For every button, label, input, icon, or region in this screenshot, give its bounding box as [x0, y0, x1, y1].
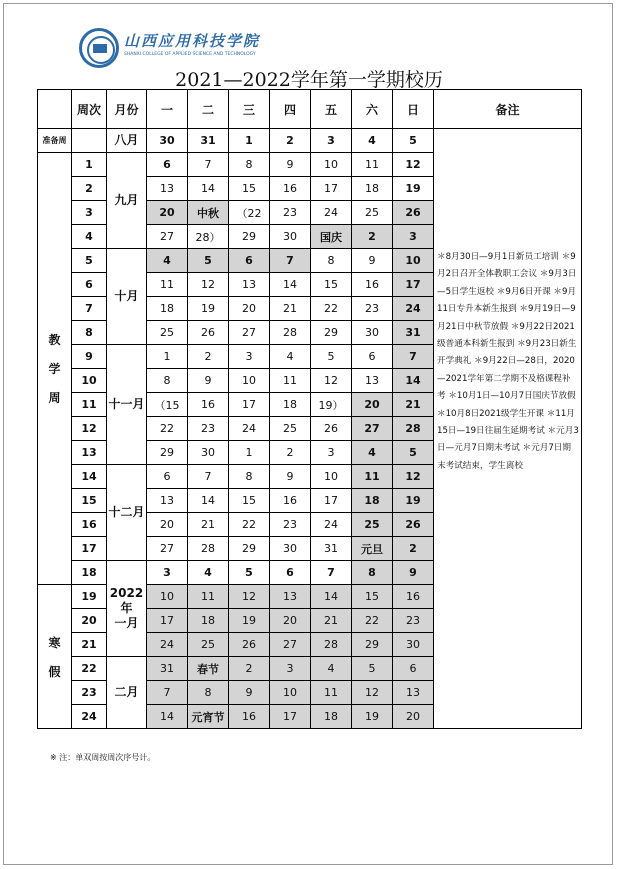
day-cell: 春节 — [188, 657, 229, 681]
group-label-winter — [38, 585, 72, 729]
week-number: 22 — [72, 657, 107, 681]
day-cell: 25 — [147, 321, 188, 345]
week-number: 11 — [72, 393, 107, 417]
day-cell: （15 — [147, 393, 188, 417]
day-cell: 10 — [393, 249, 434, 273]
month-dec: 十二月 — [107, 465, 147, 561]
day-cell: 7 — [188, 465, 229, 489]
day-cell: 16 — [188, 393, 229, 417]
day-cell: 15 — [352, 585, 393, 609]
day-cell: 13 — [147, 177, 188, 201]
day-cell: 3 — [147, 561, 188, 585]
header-wed: 三 — [229, 90, 270, 129]
day-cell: 14 — [188, 489, 229, 513]
day-cell: 16 — [270, 177, 311, 201]
day-cell: 10 — [311, 465, 352, 489]
header-thu: 四 — [270, 90, 311, 129]
month-aug: 八月 — [107, 129, 147, 153]
school-logo-icon — [79, 28, 119, 68]
week-number: 18 — [72, 561, 107, 585]
week-number: 2 — [72, 177, 107, 201]
day-cell: 13 — [270, 585, 311, 609]
day-cell: 9 — [188, 369, 229, 393]
day-cell: 9 — [393, 561, 434, 585]
day-cell: 4 — [352, 441, 393, 465]
day-cell: 20 — [393, 705, 434, 729]
day-cell: 7 — [311, 561, 352, 585]
day-cell: 22 — [229, 513, 270, 537]
day-cell: 11 — [311, 681, 352, 705]
day-cell: 28 — [311, 633, 352, 657]
group-label-char: 周 — [48, 391, 61, 405]
day-cell: 30 — [352, 321, 393, 345]
day-cell: 16 — [393, 585, 434, 609]
day-cell: 20 — [352, 393, 393, 417]
week-number: 17 — [72, 537, 107, 561]
week-number: 6 — [72, 273, 107, 297]
day-cell: 3 — [311, 129, 352, 153]
day-cell: 27 — [147, 537, 188, 561]
day-cell: 中秋 — [188, 201, 229, 225]
header-sun: 日 — [393, 90, 434, 129]
day-cell: 12 — [352, 681, 393, 705]
day-cell: 25 — [352, 513, 393, 537]
day-cell: 6 — [147, 465, 188, 489]
day-cell: 9 — [270, 153, 311, 177]
day-cell: 24 — [147, 633, 188, 657]
day-cell: 13 — [352, 369, 393, 393]
day-cell: 19 — [229, 609, 270, 633]
day-cell: 18 — [352, 177, 393, 201]
day-cell: 6 — [270, 561, 311, 585]
day-cell: 12 — [229, 585, 270, 609]
day-cell: 5 — [393, 441, 434, 465]
day-cell: 17 — [311, 177, 352, 201]
day-cell: 30 — [393, 633, 434, 657]
day-cell: 23 — [188, 417, 229, 441]
day-cell: 14 — [270, 273, 311, 297]
day-cell: 30 — [147, 129, 188, 153]
day-cell: 21 — [393, 393, 434, 417]
footnote: ※ 注：单双周按周次序号计。 — [50, 753, 156, 762]
day-cell: 5 — [393, 129, 434, 153]
day-cell: 29 — [147, 441, 188, 465]
day-cell: 24 — [311, 201, 352, 225]
day-cell: 25 — [270, 417, 311, 441]
day-cell: 21 — [311, 609, 352, 633]
day-cell: 22 — [147, 417, 188, 441]
group-label-prep: 准备周 — [38, 129, 72, 153]
day-cell: 14 — [393, 369, 434, 393]
day-cell: 24 — [229, 417, 270, 441]
week-number: 14 — [72, 465, 107, 489]
day-cell: 6 — [147, 153, 188, 177]
day-cell: 4 — [311, 657, 352, 681]
remarks-cell: ＊8月30日—9月1日新员工培训 ＊9月2日召开全体教职工会议 ＊9月3日—5日学生返校 ＊9月6日开课 ＊9月11日专升本新生报到 ＊9月19日—9月21日中秋节放假 ＊9月22日2021级普通本科新生报到 ＊9月23日新生开学典礼 ＊9月22日—28日，2020—2021学年第二学期不及格课程补考 ＊10月1日—10月7日国庆节放假 ＊10月8日2021级学生开课 ＊11月15日—19日往届生延期考试 ＊元月3日—元月7日期末考试 ＊元月7日期末考试结束，学生离校 — [434, 129, 582, 729]
header-month: 月份 — [107, 90, 147, 129]
day-cell: 1 — [147, 345, 188, 369]
day-cell: 19） — [311, 393, 352, 417]
month-jan-part: 年 — [120, 601, 133, 615]
day-cell: 17 — [147, 609, 188, 633]
day-cell: 12 — [393, 153, 434, 177]
day-cell: 7 — [188, 153, 229, 177]
week-number — [72, 129, 107, 153]
day-cell: 15 — [311, 273, 352, 297]
day-cell: 21 — [188, 513, 229, 537]
day-cell: 24 — [393, 297, 434, 321]
day-cell: 5 — [229, 561, 270, 585]
day-cell: 19 — [188, 297, 229, 321]
day-cell: 4 — [270, 345, 311, 369]
header-fri: 五 — [311, 90, 352, 129]
header-remarks: 备注 — [434, 90, 582, 129]
day-cell: 27 — [229, 321, 270, 345]
day-cell: 28） — [188, 225, 229, 249]
day-cell: 6 — [229, 249, 270, 273]
day-cell: 28 — [393, 417, 434, 441]
week-number: 13 — [72, 441, 107, 465]
day-cell: 22 — [311, 297, 352, 321]
day-cell: 24 — [311, 513, 352, 537]
week-number: 1 — [72, 153, 107, 177]
week-number: 3 — [72, 201, 107, 225]
day-cell: 20 — [270, 609, 311, 633]
group-label-char: 假 — [48, 664, 61, 679]
day-cell: （22 — [229, 201, 270, 225]
day-cell: 6 — [352, 345, 393, 369]
day-cell: 18 — [352, 489, 393, 513]
day-cell: 20 — [147, 201, 188, 225]
day-cell: 18 — [147, 297, 188, 321]
day-cell: 1 — [229, 129, 270, 153]
day-cell: 2 — [352, 225, 393, 249]
day-cell: 14 — [147, 705, 188, 729]
day-cell: 11 — [352, 465, 393, 489]
day-cell: 25 — [188, 633, 229, 657]
week-number: 4 — [72, 225, 107, 249]
day-cell: 29 — [311, 321, 352, 345]
day-cell: 23 — [352, 297, 393, 321]
table-row — [38, 129, 582, 153]
month-feb: 二月 — [107, 657, 147, 729]
day-cell: 26 — [188, 321, 229, 345]
day-cell: 26 — [393, 513, 434, 537]
calendar-table — [37, 89, 582, 729]
day-cell: 5 — [311, 345, 352, 369]
day-cell: 国庆 — [311, 225, 352, 249]
day-cell: 17 — [229, 393, 270, 417]
day-cell: 10 — [147, 585, 188, 609]
day-cell: 26 — [393, 201, 434, 225]
day-cell: 30 — [270, 537, 311, 561]
day-cell: 23 — [393, 609, 434, 633]
day-cell: 11 — [270, 369, 311, 393]
week-number: 15 — [72, 489, 107, 513]
week-number: 7 — [72, 297, 107, 321]
day-cell: 6 — [393, 657, 434, 681]
day-cell: 26 — [229, 633, 270, 657]
day-cell: 31 — [311, 537, 352, 561]
day-cell: 2 — [188, 345, 229, 369]
day-cell: 29 — [229, 225, 270, 249]
day-cell: 31 — [188, 129, 229, 153]
month-jan-part: 一月 — [114, 616, 139, 630]
day-cell: 11 — [147, 273, 188, 297]
day-cell: 4 — [352, 129, 393, 153]
day-cell: 12 — [188, 273, 229, 297]
day-cell: 7 — [147, 681, 188, 705]
day-cell: 7 — [393, 345, 434, 369]
day-cell: 22 — [352, 609, 393, 633]
school-name-en: SHANXI COLLEGE OF APPLIED SCIENCE AND TECHNOLOGY — [124, 52, 256, 57]
week-number: 10 — [72, 369, 107, 393]
day-cell: 13 — [393, 681, 434, 705]
month-jan-part: 2022 — [109, 586, 144, 600]
day-cell: 27 — [352, 417, 393, 441]
day-cell: 3 — [270, 657, 311, 681]
week-number: 23 — [72, 681, 107, 705]
day-cell: 29 — [229, 537, 270, 561]
day-cell: 27 — [147, 225, 188, 249]
week-number: 16 — [72, 513, 107, 537]
day-cell: 31 — [393, 321, 434, 345]
week-number: 19 — [72, 585, 107, 609]
day-cell: 17 — [270, 705, 311, 729]
day-cell: 元旦 — [352, 537, 393, 561]
week-number: 21 — [72, 633, 107, 657]
day-cell: 9 — [270, 465, 311, 489]
day-cell: 8 — [311, 249, 352, 273]
day-cell: 14 — [311, 585, 352, 609]
day-cell: 5 — [188, 249, 229, 273]
day-cell: 2 — [270, 129, 311, 153]
day-cell: 15 — [229, 489, 270, 513]
day-cell: 17 — [393, 273, 434, 297]
day-cell: 8 — [229, 153, 270, 177]
day-cell: 28 — [270, 321, 311, 345]
day-cell: 8 — [229, 465, 270, 489]
day-cell: 3 — [229, 345, 270, 369]
day-cell: 12 — [311, 369, 352, 393]
month-jan — [107, 561, 147, 657]
day-cell: 18 — [270, 393, 311, 417]
week-number: 20 — [72, 609, 107, 633]
day-cell: 10 — [311, 153, 352, 177]
group-label-teaching — [38, 153, 72, 585]
day-cell: 30 — [188, 441, 229, 465]
week-number: 5 — [72, 249, 107, 273]
day-cell: 4 — [147, 249, 188, 273]
day-cell: 2 — [270, 441, 311, 465]
day-cell: 2 — [393, 537, 434, 561]
day-cell: 20 — [229, 297, 270, 321]
day-cell: 28 — [188, 537, 229, 561]
day-cell: 23 — [270, 201, 311, 225]
day-cell: 13 — [147, 489, 188, 513]
day-cell: 21 — [270, 297, 311, 321]
day-cell: 27 — [270, 633, 311, 657]
day-cell: 1 — [229, 441, 270, 465]
day-cell: 29 — [352, 633, 393, 657]
week-number: 24 — [72, 705, 107, 729]
header-week: 周次 — [72, 90, 107, 129]
day-cell: 9 — [352, 249, 393, 273]
page-title: 2021—2022学年第一学期校历 — [175, 69, 443, 91]
header-row — [38, 90, 582, 129]
header-mon: 一 — [147, 90, 188, 129]
group-label-char: 寒 — [48, 635, 61, 650]
group-label-char: 学 — [48, 362, 61, 376]
day-cell: 16 — [229, 705, 270, 729]
day-cell: 11 — [188, 585, 229, 609]
week-number: 8 — [72, 321, 107, 345]
day-cell: 11 — [352, 153, 393, 177]
group-label-char: 教 — [48, 333, 61, 347]
day-cell: 31 — [147, 657, 188, 681]
day-cell: 12 — [393, 465, 434, 489]
day-cell: 4 — [188, 561, 229, 585]
day-cell: 19 — [393, 489, 434, 513]
month-nov: 十一月 — [107, 345, 147, 465]
day-cell: 19 — [352, 705, 393, 729]
corner-cell — [38, 90, 72, 129]
day-cell: 15 — [229, 177, 270, 201]
day-cell: 8 — [352, 561, 393, 585]
day-cell: 20 — [147, 513, 188, 537]
day-cell: 8 — [188, 681, 229, 705]
header-tue: 二 — [188, 90, 229, 129]
month-oct: 十月 — [107, 249, 147, 345]
day-cell: 23 — [270, 513, 311, 537]
day-cell: 3 — [311, 441, 352, 465]
day-cell: 26 — [311, 417, 352, 441]
day-cell: 5 — [352, 657, 393, 681]
day-cell: 10 — [229, 369, 270, 393]
day-cell: 30 — [270, 225, 311, 249]
day-cell: 18 — [188, 609, 229, 633]
day-cell: 25 — [352, 201, 393, 225]
day-cell: 10 — [270, 681, 311, 705]
day-cell: 17 — [311, 489, 352, 513]
day-cell: 3 — [393, 225, 434, 249]
day-cell: 2 — [229, 657, 270, 681]
day-cell: 16 — [352, 273, 393, 297]
day-cell: 19 — [393, 177, 434, 201]
day-cell: 14 — [188, 177, 229, 201]
day-cell: 18 — [311, 705, 352, 729]
day-cell: 16 — [270, 489, 311, 513]
day-cell: 7 — [270, 249, 311, 273]
header-sat: 六 — [352, 90, 393, 129]
school-name: 山西应用科技学院 — [124, 32, 261, 50]
day-cell: 8 — [147, 369, 188, 393]
week-number: 12 — [72, 417, 107, 441]
month-sep: 九月 — [107, 153, 147, 249]
week-number: 9 — [72, 345, 107, 369]
day-cell: 元宵节 — [188, 705, 229, 729]
day-cell: 13 — [229, 273, 270, 297]
day-cell: 9 — [229, 681, 270, 705]
